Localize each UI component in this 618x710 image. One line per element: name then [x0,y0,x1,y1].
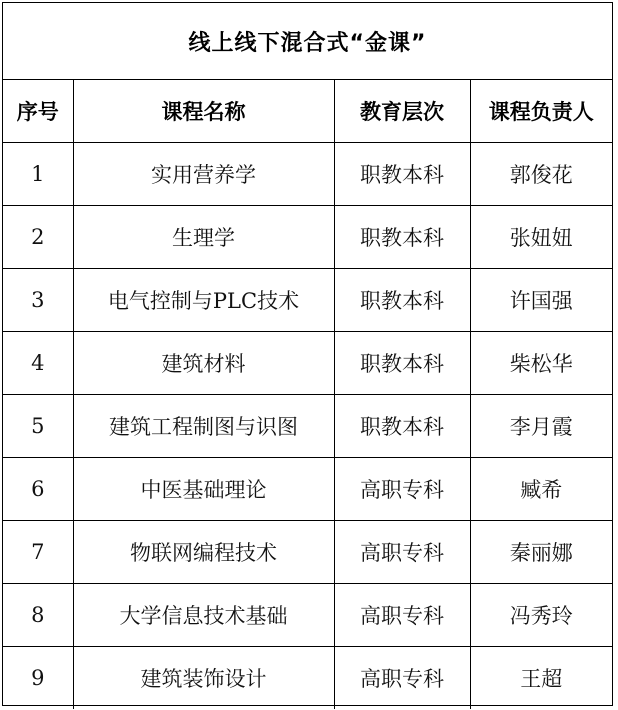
cell-owner: 秦丽娜 [470,521,612,584]
table-row [3,332,612,395]
column-header-name: 课程名称 [73,80,334,143]
cell-level: 职教本科 [334,332,470,395]
cell-name: 生理学 [73,206,334,269]
cell-no: 9 [3,647,73,710]
column-header-no: 序号 [3,80,73,143]
cell-owner: 臧希 [470,458,612,521]
cell-no: 5 [3,395,73,458]
cell-no: 4 [3,332,73,395]
cell-owner: 冯秀玲 [470,584,612,647]
table-row [3,584,612,647]
cell-level: 高职专科 [334,647,470,710]
table-row [3,206,612,269]
table-row [3,395,612,458]
cell-level: 职教本科 [334,206,470,269]
cell-level: 高职专科 [334,584,470,647]
cell-owner: 郭俊花 [470,143,612,206]
column-header-owner: 课程负责人 [470,80,612,143]
table-title: 线上线下混合式“金课” [188,30,427,56]
cell-no: 3 [3,269,73,332]
cell-name: 建筑工程制图与识图 [73,395,334,458]
course-table-sheet [2,2,613,706]
cell-name: 物联网编程技术 [73,521,334,584]
table-row [3,458,612,521]
cell-no: 2 [3,206,73,269]
column-header-level: 教育层次 [334,80,470,143]
cell-no: 8 [3,584,73,647]
cell-name: 大学信息技术基础 [73,584,334,647]
course-table [3,79,612,709]
table-row [3,269,612,332]
table-row [3,647,612,710]
table-row [3,521,612,584]
cell-owner: 王超 [470,647,612,710]
cell-owner: 柴松华 [470,332,612,395]
cell-level: 职教本科 [334,143,470,206]
cell-level: 高职专科 [334,521,470,584]
header-row [3,80,612,143]
cell-name: 实用营养学 [73,143,334,206]
cell-name: 电气控制与PLC技术 [73,269,334,332]
cell-owner: 张妞妞 [470,206,612,269]
table-row [3,143,612,206]
cell-name: 中医基础理论 [73,458,334,521]
cell-owner: 许国强 [470,269,612,332]
cell-no: 1 [3,143,73,206]
cell-no: 7 [3,521,73,584]
cell-owner: 李月霞 [470,395,612,458]
cell-level: 职教本科 [334,269,470,332]
cell-name: 建筑材料 [73,332,334,395]
cell-level: 职教本科 [334,395,470,458]
cell-name: 建筑装饰设计 [73,647,334,710]
cell-level: 高职专科 [334,458,470,521]
cell-no: 6 [3,458,73,521]
